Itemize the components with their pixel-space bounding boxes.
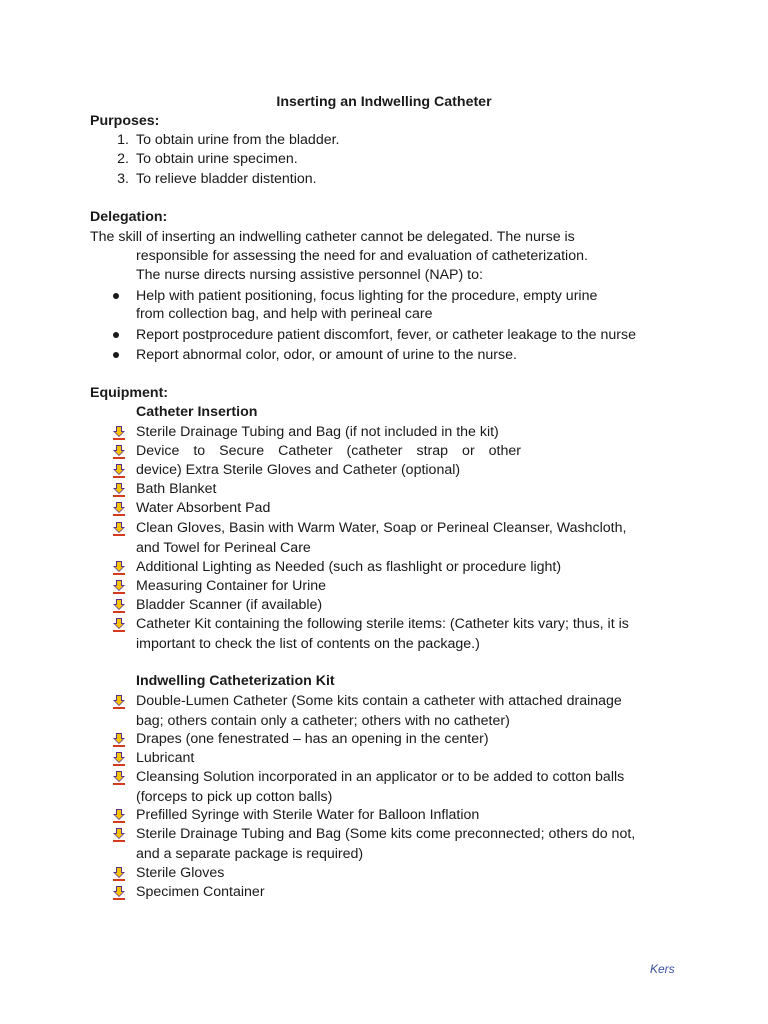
arrow-bullet-icon [112, 771, 126, 785]
list-item-text: Measuring Container for Urine [136, 578, 327, 594]
delegation-paragraph-line: The nurse directs nursing assistive personnel (NAP) to: [136, 267, 483, 283]
arrow-bullet-icon [112, 809, 126, 823]
delegation-heading: Delegation: [90, 209, 168, 225]
list-item-text: and a separate package is required) [136, 845, 364, 862]
arrow-bullet-icon [112, 502, 126, 516]
list-item-text: device) Extra Sterile Gloves and Catheter (optional) [136, 462, 461, 478]
arrow-bullet-icon [112, 464, 126, 478]
arrow-bullet-icon [112, 695, 126, 709]
list-item-text: important to check the list of contents on the package.) [136, 635, 480, 652]
delegation-paragraph-line: responsible for assessing the need for and evaluation of catheterization. [136, 248, 588, 264]
list-item-text: Bladder Scanner (if available) [136, 597, 323, 613]
bullet-text: Help with patient positioning, focus lighting for the procedure, empty urine [136, 288, 598, 304]
bullet-text: Report postprocedure patient discomfort, fever, or catheter leakage to the nurse [136, 327, 636, 343]
arrow-bullet-icon [112, 580, 126, 594]
list-item-text: Device to Secure Catheter (catheter strap or other [136, 443, 521, 459]
bullet-text: from collection bag, and help with perineal care [136, 306, 433, 322]
bullet-icon [113, 293, 119, 299]
arrow-bullet-icon [112, 522, 126, 536]
arrow-bullet-icon [112, 867, 126, 881]
arrow-bullet-icon [112, 618, 126, 632]
list-item-text: (forceps to pick up cotton balls) [136, 788, 333, 805]
list-item-text: Sterile Gloves [136, 865, 225, 881]
arrow-bullet-icon [112, 445, 126, 459]
footer-signature: Kers [650, 962, 675, 976]
list-item-text: Lubricant [136, 750, 195, 766]
list-text: To relieve bladder distention. [136, 171, 317, 187]
bullet-icon [113, 332, 119, 338]
arrow-bullet-icon [112, 426, 126, 440]
list-item-text: bag; others contain only a catheter; others with no catheter) [136, 712, 510, 729]
equipment-heading: Equipment: [90, 385, 169, 401]
list-text: To obtain urine specimen. [136, 151, 298, 167]
list-item-text: Bath Blanket [136, 481, 217, 497]
bullet-icon [113, 352, 119, 358]
purposes-heading: Purposes: [90, 113, 160, 129]
list-item-text: Cleansing Solution incorporated in an applicator or to be added to cotton balls [136, 769, 625, 785]
list-text: To obtain urine from the bladder. [136, 132, 340, 148]
list-item-text: Additional Lighting as Needed (such as flashlight or procedure light) [136, 559, 562, 575]
delegation-paragraph-line: The skill of inserting an indwelling catheter cannot be delegated. The nurse is [90, 229, 575, 245]
list-item-text: Water Absorbent Pad [136, 500, 271, 516]
arrow-bullet-icon [112, 828, 126, 842]
arrow-bullet-icon [112, 599, 126, 613]
list-number: 3. [117, 171, 129, 187]
document-title: Inserting an Indwelling Catheter [276, 94, 492, 110]
list-item-text: Prefilled Syringe with Sterile Water for Balloon Inflation [136, 807, 480, 823]
list-number: 2. [117, 151, 129, 167]
list-item-text: Clean Gloves, Basin with Warm Water, Soap or Perineal Cleanser, Washcloth, [136, 520, 627, 536]
arrow-bullet-icon [112, 733, 126, 747]
list-number: 1. [117, 132, 129, 148]
list-item-text: Sterile Drainage Tubing and Bag (Some kits come preconnected; others do not, [136, 826, 636, 842]
list-item-text: and Towel for Perineal Care [136, 539, 311, 556]
arrow-bullet-icon [112, 561, 126, 575]
list-item-text: Drapes (one fenestrated – has an opening in the center) [136, 731, 489, 747]
list-item-text: Double-Lumen Catheter (Some kits contain a catheter with attached drainage [136, 693, 622, 709]
list-item-text: Catheter Kit containing the following sterile items: (Catheter kits vary; thus, it is [136, 616, 629, 632]
arrow-bullet-icon [112, 483, 126, 497]
list-item-text: Specimen Container [136, 884, 265, 900]
catheter-insertion-subheading: Catheter Insertion [136, 404, 258, 420]
kit-subheading: Indwelling Catheterization Kit [136, 673, 335, 689]
list-item-text: Sterile Drainage Tubing and Bag (if not included in the kit) [136, 424, 499, 440]
arrow-bullet-icon [112, 752, 126, 766]
arrow-bullet-icon [112, 886, 126, 900]
bullet-text: Report abnormal color, odor, or amount of urine to the nurse. [136, 347, 517, 363]
